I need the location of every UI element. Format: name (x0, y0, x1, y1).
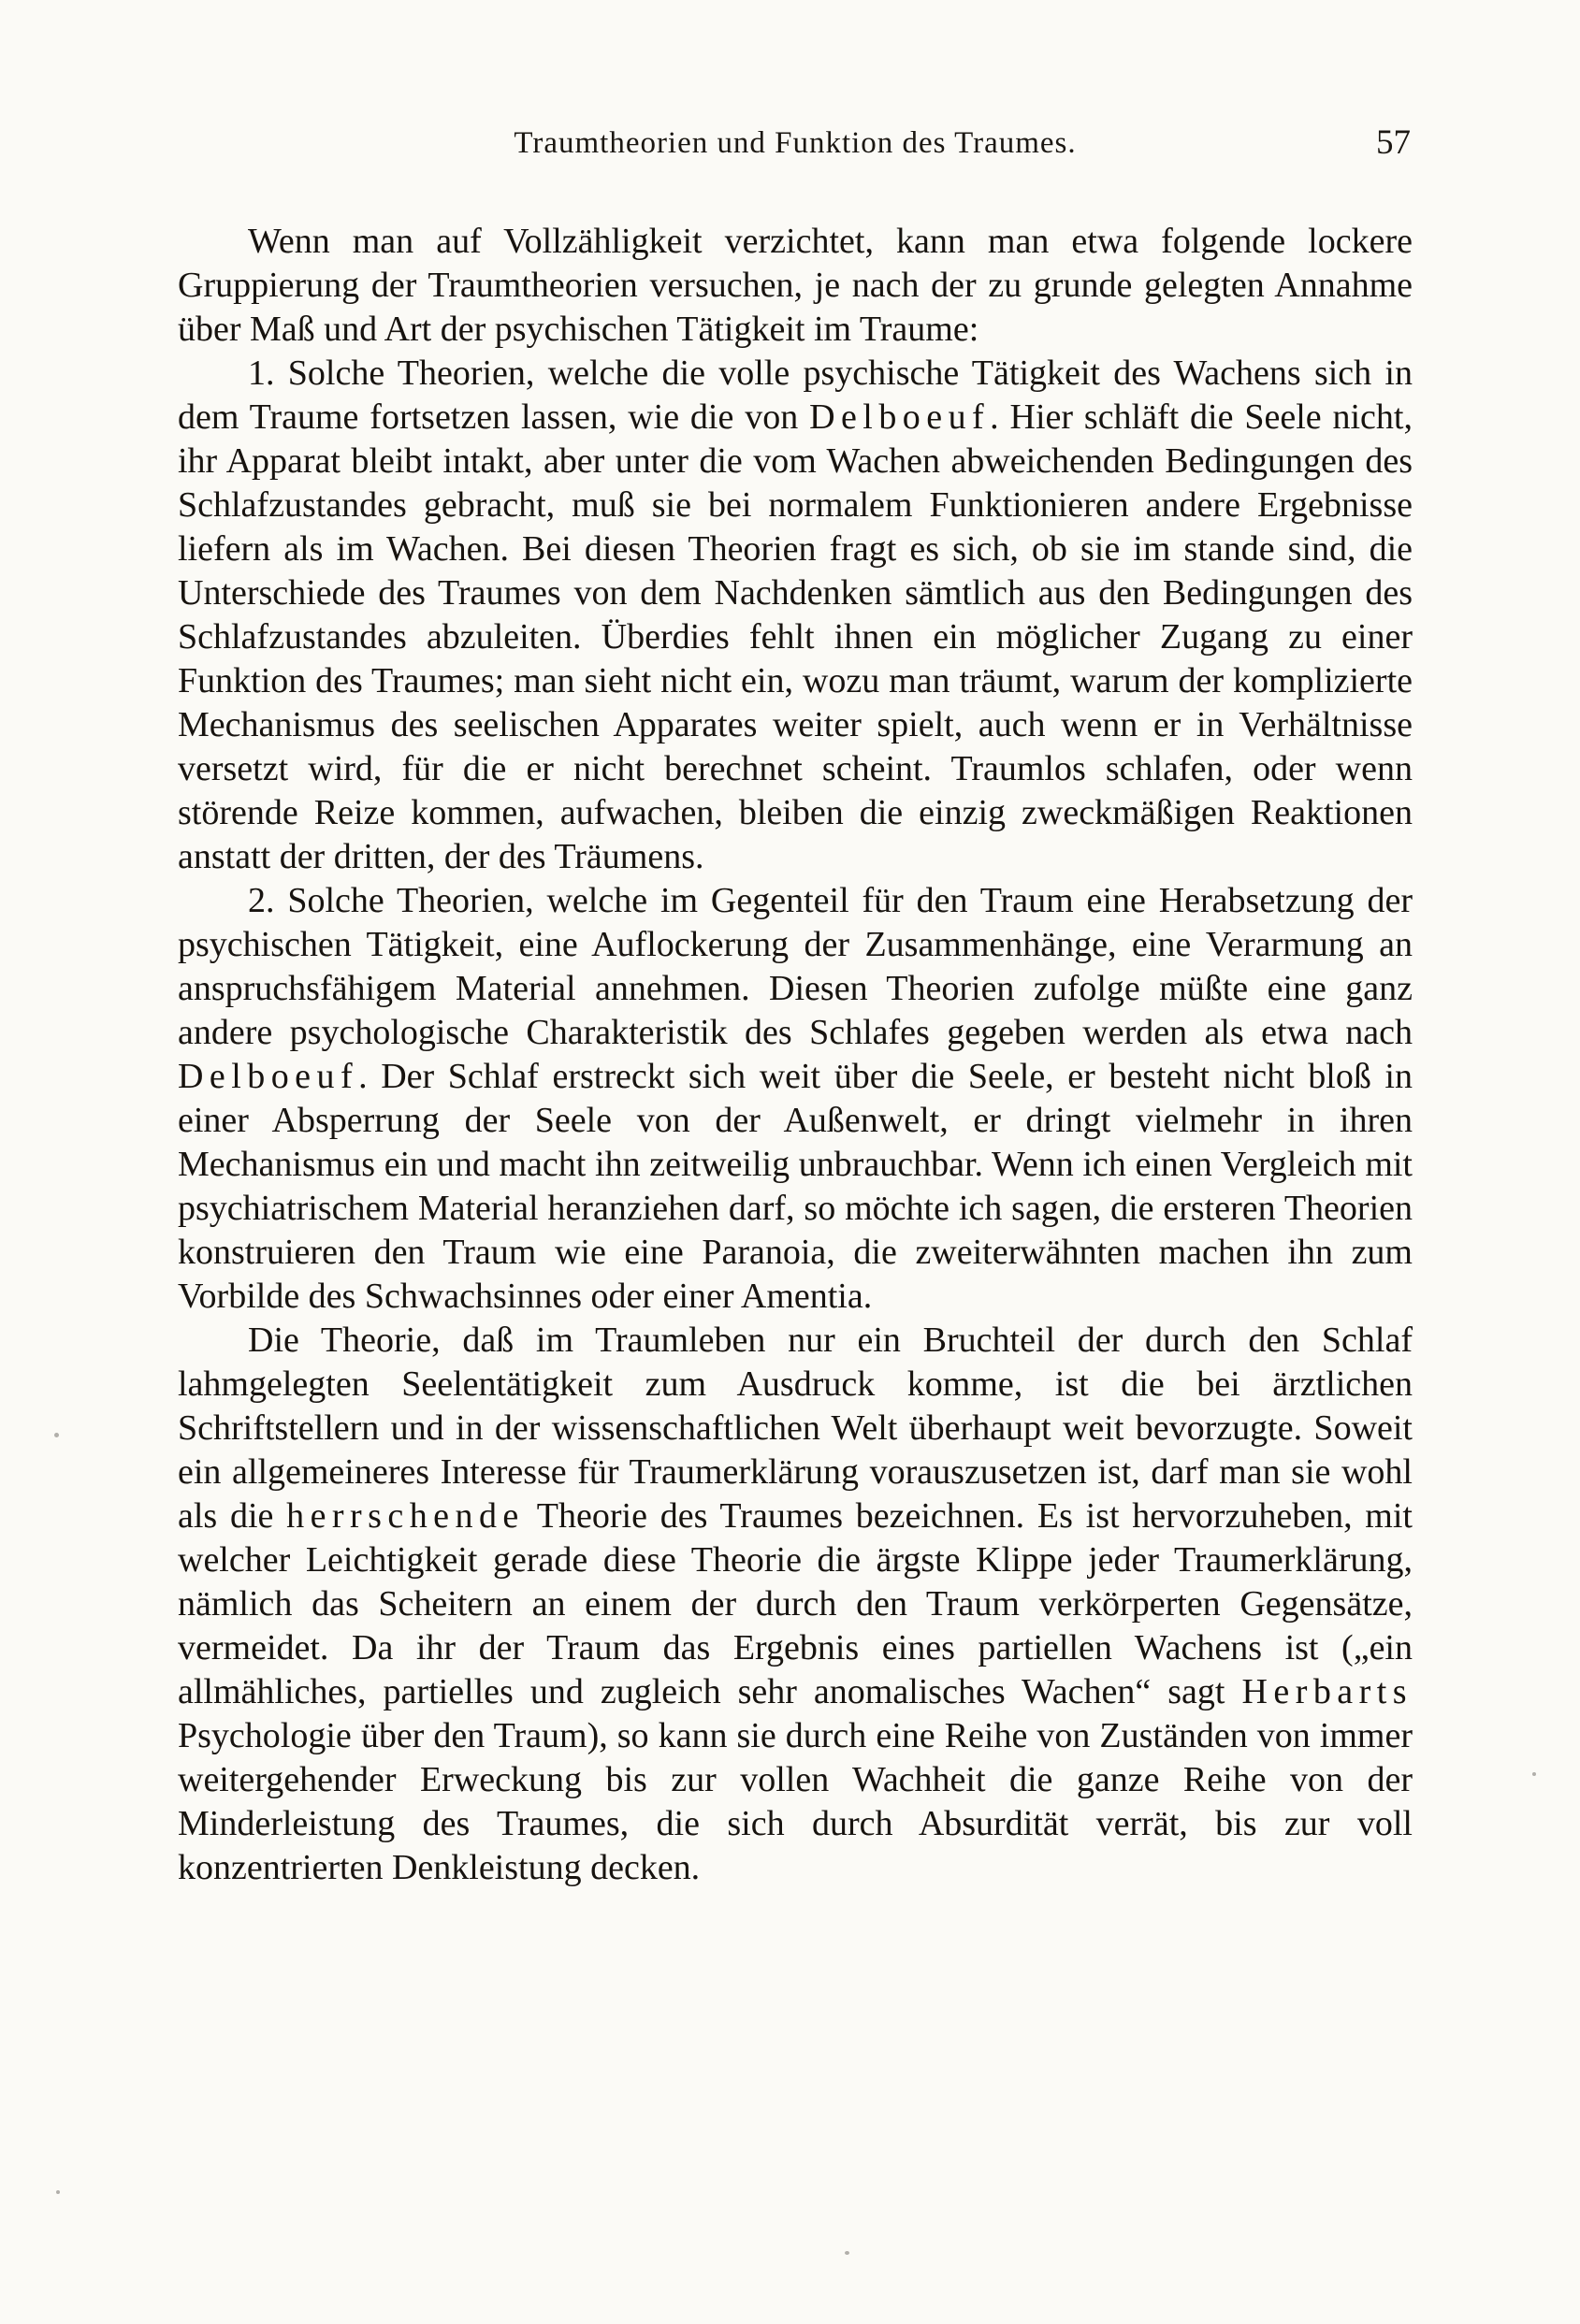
text-run: Psychologie über den Traum), so kann sie durch eine Reihe von Zuständen von immer weitergehender Erweckung bis zur vollen Wachheit die ganze Reihe von der Minderleistung des Traumes, die sich durch Absurdität verrät, bis zur voll konzentrierten Denkleistung decken. (178, 1716, 1413, 1887)
text-run: . Hier schläft die Seele nicht, ihr Apparat bleibt intakt, aber unter die vom Wachen abweichenden Bedingungen des Schlafzustandes gebracht, muß sie bei normalem Funktionieren andere Ergebnisse liefern als im Wachen. Bei diesen Theorien fragt es sich, ob sie im stande sind, die Unterschiede des Traumes von dem Nachdenken sämtlich aus den Bedingungen des Schlafzustandes abzuleiten. Überdies fehlt ihnen ein möglicher Zugang zu einer Funktion des Traumes; man sieht nicht ein, wozu man träumt, warum der komplizierte Mechanismus des seelischen Apparates weiter spielt, auch wenn er in Verhältnisse versetzt wird, für die er nicht berechnet scheint. Traumlos schlafen, oder wenn störende Reize kommen, aufwachen, bleiben die einzig zweckmäßigen Reaktionen anstatt der dritten, der des Träumens. (178, 397, 1413, 876)
text-run: Theorie des Traumes bezeichnen. Es ist hervorzuheben, mit welcher Leichtigkeit gerade diese Theorie die ärgste Klippe jeder Traumerklärung, nämlich das Scheitern an einem der durch den Traum verkörperten Gegensätze, vermeidet. Da ihr der Traum das Ergebnis eines partiellen Wachens ist („ein allmähliches, partielles und zugleich sehr anomalisches Wachen“ sagt (178, 1496, 1413, 1711)
paragraph (178, 220, 1413, 352)
paragraph (178, 1319, 1413, 1890)
paragraph (178, 352, 1413, 879)
running-title: Traumtheorien und Funktion des Traumes. (514, 126, 1077, 160)
scan-speck (1532, 1772, 1536, 1776)
letterspaced-emphasis: Delboeuf (178, 1057, 359, 1096)
scan-speck (56, 2190, 60, 2194)
scan-speck (54, 1433, 59, 1437)
text-run: Wenn man auf Vollzähligkeit verzichtet, kann man etwa folgende lockere Gruppierung der Traumtheorien versuchen, je nach der zu grunde gelegten Annahme über Maß und Art der psychischen Tätigkeit im Traume: (178, 222, 1413, 349)
text-run: 2. Solche Theorien, welche im Gegenteil für den Traum eine Herabsetzung der psychischen Tätigkeit, eine Auflockerung der Zusammenhänge, eine Verarmung an anspruchsfähigem Material annehmen. Diesen Theorien zufolge müßte eine ganz andere psychologische Charakteristik des Schlafes gegeben werden als etwa nach (178, 881, 1413, 1052)
page-body (178, 220, 1413, 1890)
text-run: . Der Schlaf erstreckt sich weit über die Seele, er besteht nicht bloß in einer Absperrung der Seele von der Außenwelt, er dringt vielmehr in ihren Mechanismus ein und macht ihn zeitweilig unbrauchbar. Wenn ich einen Vergleich mit psychiatrischem Material heranziehen darf, so möchte ich sagen, die ersteren Theorien konstruieren den Traum wie eine Paranoia, die zweiterwähnten machen ihn zum Vorbilde des Schwachsinnes oder einer Amentia. (178, 1057, 1413, 1316)
page-content (178, 123, 1413, 1890)
text-run: 1. Solche Theorien, welche die volle psychische Tätigkeit des Wachens sich in dem Traume fortsetzen lassen, wie die von (178, 354, 1413, 437)
page-header (178, 123, 1413, 171)
letterspaced-emphasis: Delboeuf (809, 397, 991, 437)
page-number: 57 (1376, 123, 1411, 162)
text-run: Die Theorie, daß im Traumleben nur ein Bruchteil der durch den Schlaf lahmgelegten Seelentätigkeit zum Ausdruck komme, ist die bei ärztlichen Schriftstellern und in der wissenschaftlichen Welt überhaupt weit bevorzugte. Soweit ein allgemeineres Interesse für Traumerklärung vorauszusetzen ist, darf man sie wohl als die (178, 1321, 1413, 1536)
letterspaced-emphasis: herrschende (286, 1496, 525, 1536)
paragraph (178, 879, 1413, 1319)
letterspaced-emphasis: Herbarts (1241, 1672, 1413, 1711)
scan-speck (845, 2251, 849, 2255)
